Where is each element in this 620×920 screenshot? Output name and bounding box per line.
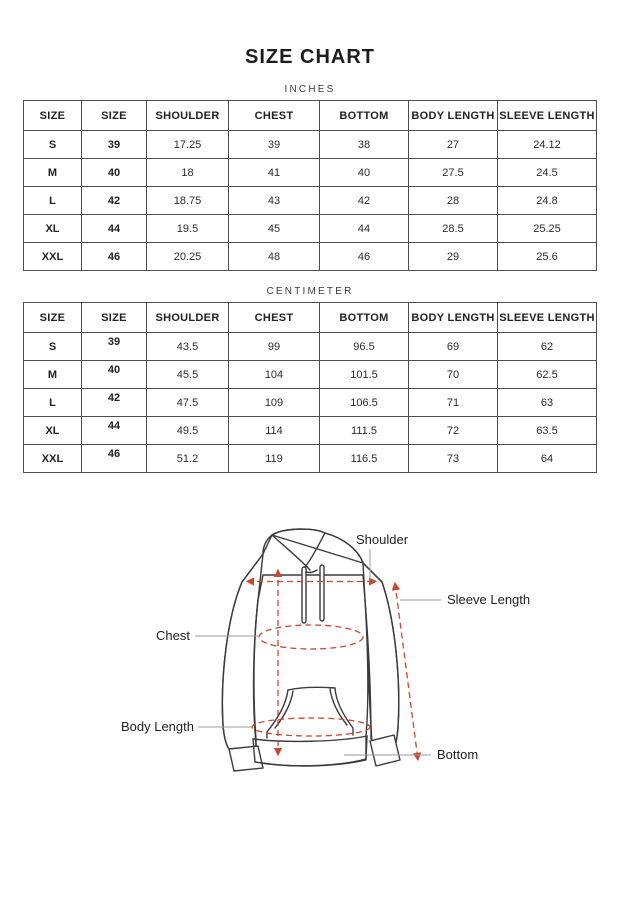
size-chart-page <box>0 46 620 920</box>
value-cell: 44 <box>82 215 147 243</box>
value-cell: 46 <box>82 243 147 271</box>
hoodie-outline <box>222 529 400 771</box>
value-cell: 71 <box>409 389 498 417</box>
value-cell: 46 <box>82 445 147 473</box>
value-cell: 28.5 <box>409 215 498 243</box>
value-cell: 48 <box>229 243 320 271</box>
value-cell: 111.5 <box>320 417 409 445</box>
size-cell: S <box>24 131 82 159</box>
header-row <box>24 101 597 131</box>
column-header: BODY LENGTH <box>409 303 498 333</box>
value-cell: 63.5 <box>498 417 597 445</box>
value-cell: 39 <box>229 131 320 159</box>
value-cell: 42 <box>82 187 147 215</box>
table-row <box>24 389 597 417</box>
size-cell: L <box>24 187 82 215</box>
value-cell: 29 <box>409 243 498 271</box>
value-cell: 109 <box>229 389 320 417</box>
column-header: SLEEVE LENGTH <box>498 101 597 131</box>
column-header: BOTTOM <box>320 303 409 333</box>
value-cell: 72 <box>409 417 498 445</box>
table-row <box>24 333 597 361</box>
value-cell: 69 <box>409 333 498 361</box>
value-cell: 47.5 <box>147 389 229 417</box>
value-cell: 114 <box>229 417 320 445</box>
value-cell: 20.25 <box>147 243 229 271</box>
value-cell: 38 <box>320 131 409 159</box>
column-header: CHEST <box>229 303 320 333</box>
size-cell: XL <box>24 417 82 445</box>
table-row <box>24 215 597 243</box>
size-cell: XXL <box>24 445 82 473</box>
value-cell: 64 <box>498 445 597 473</box>
value-cell: 24.5 <box>498 159 597 187</box>
value-cell: 24.12 <box>498 131 597 159</box>
value-cell: 49.5 <box>147 417 229 445</box>
value-cell: 99 <box>229 333 320 361</box>
value-cell: 70 <box>409 361 498 389</box>
measurement-diagram <box>0 485 620 810</box>
value-cell: 45.5 <box>147 361 229 389</box>
column-header: BOTTOM <box>320 101 409 131</box>
value-cell: 106.5 <box>320 389 409 417</box>
value-cell: 39 <box>82 333 147 361</box>
value-cell: 25.6 <box>498 243 597 271</box>
header-row <box>24 303 597 333</box>
column-header: SIZE <box>82 101 147 131</box>
value-cell: 43.5 <box>147 333 229 361</box>
column-header: BODY LENGTH <box>409 101 498 131</box>
size-cell: L <box>24 389 82 417</box>
value-cell: 25.25 <box>498 215 597 243</box>
value-cell: 62.5 <box>498 361 597 389</box>
column-header: SHOULDER <box>147 303 229 333</box>
unit-label-centimeter: CENTIMETER <box>266 286 354 297</box>
value-cell: 104 <box>229 361 320 389</box>
value-cell: 42 <box>320 187 409 215</box>
value-cell: 44 <box>320 215 409 243</box>
table-row <box>24 159 597 187</box>
value-cell: 43 <box>229 187 320 215</box>
inches-table <box>23 100 597 271</box>
value-cell: 45 <box>229 215 320 243</box>
value-cell: 42 <box>82 389 147 417</box>
shoulder-label: Shoulder <box>356 532 409 547</box>
sleeve-length-label: Sleeve Length <box>447 592 531 607</box>
value-cell: 62 <box>498 333 597 361</box>
value-cell: 41 <box>229 159 320 187</box>
size-cell: M <box>24 361 82 389</box>
column-header: SHOULDER <box>147 101 229 131</box>
value-cell: 18.75 <box>147 187 229 215</box>
page-title: SIZE CHART <box>245 46 375 68</box>
bottom-label: Bottom <box>437 747 479 762</box>
column-header: SIZE <box>82 303 147 333</box>
table-row <box>24 131 597 159</box>
value-cell: 44 <box>82 417 147 445</box>
size-cell: M <box>24 159 82 187</box>
value-cell: 40 <box>82 159 147 187</box>
value-cell: 19.5 <box>147 215 229 243</box>
table-row <box>24 361 597 389</box>
unit-label-inches: INCHES <box>284 84 336 95</box>
value-cell: 51.2 <box>147 445 229 473</box>
hoodie-diagram-svg <box>0 485 620 805</box>
value-cell: 18 <box>147 159 229 187</box>
table-row <box>24 243 597 271</box>
size-cell: S <box>24 333 82 361</box>
table-row <box>24 445 597 473</box>
centimeter-table <box>23 302 597 473</box>
table-row <box>24 187 597 215</box>
column-header: CHEST <box>229 101 320 131</box>
table-row <box>24 417 597 445</box>
value-cell: 63 <box>498 389 597 417</box>
column-header: SIZE <box>24 303 82 333</box>
value-cell: 46 <box>320 243 409 271</box>
chest-label: Chest <box>156 628 190 643</box>
value-cell: 40 <box>82 361 147 389</box>
value-cell: 39 <box>82 131 147 159</box>
value-cell: 116.5 <box>320 445 409 473</box>
value-cell: 27 <box>409 131 498 159</box>
value-cell: 27.5 <box>409 159 498 187</box>
column-header: SIZE <box>24 101 82 131</box>
value-cell: 96.5 <box>320 333 409 361</box>
value-cell: 119 <box>229 445 320 473</box>
body-length-label: Body Length <box>120 719 194 734</box>
size-cell: XXL <box>24 243 82 271</box>
value-cell: 24.8 <box>498 187 597 215</box>
column-header: SLEEVE LENGTH <box>498 303 597 333</box>
value-cell: 40 <box>320 159 409 187</box>
value-cell: 101.5 <box>320 361 409 389</box>
size-cell: XL <box>24 215 82 243</box>
value-cell: 17.25 <box>147 131 229 159</box>
value-cell: 73 <box>409 445 498 473</box>
value-cell: 28 <box>409 187 498 215</box>
